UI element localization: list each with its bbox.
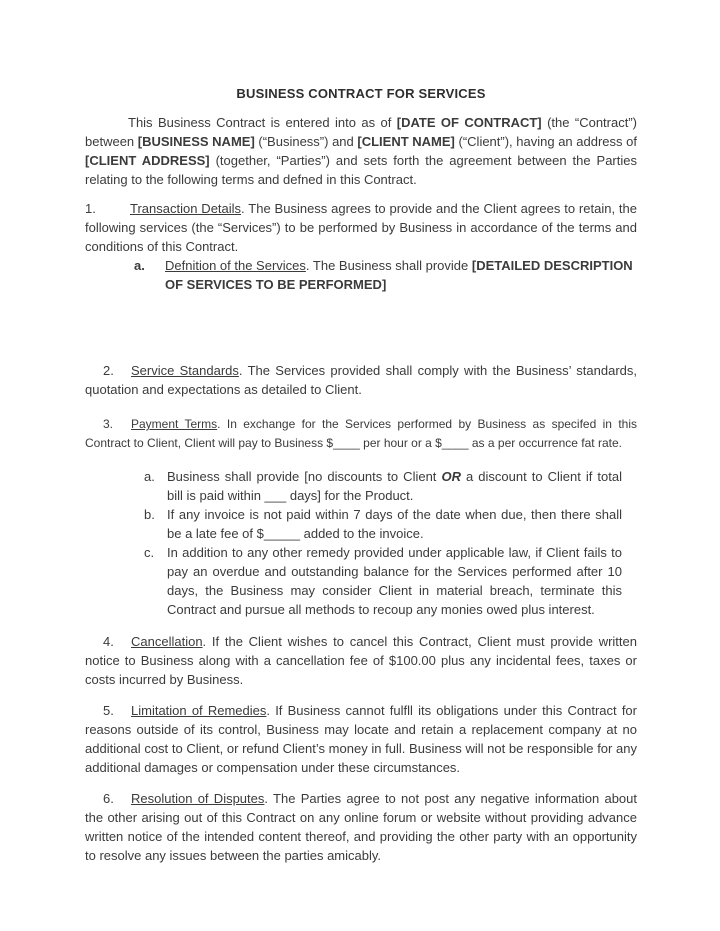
- section-3-item-a-text: Business shall provide [no discounts to Client OR a discount to Client if total bill is paid within ___ days] for the Product.: [167, 469, 622, 503]
- section-5-text: Limitation of Remedies. If Business cannot fulfll its obligations under this Contract for reasons outside of its control, Business may locate and retain a replacement company at no additional cost to Client, or refund Client’s money in full. Business will not be responsible for any additional damages or compensation under these circumstances.: [85, 703, 637, 775]
- section-6-number: 6.: [103, 791, 114, 806]
- section-3-item-a: [144, 467, 622, 505]
- section-4-cancellation: [85, 632, 637, 689]
- section-5-limitation-of-remedies: [85, 701, 637, 777]
- section-3-text: Payment Terms. In exchange for the Services performed by Business as specifed in this Contract to Client, Client will pay to Business $____ per hour or a $____ as a per occurrence fat rate.: [85, 417, 638, 450]
- section-3-item-c: [144, 543, 622, 619]
- section-1-text: Transaction Details. The Business agrees to provide and the Client agrees to retain, the following services (the “Services”) to be performed by Business in accordance of the terms and conditions of this Contract.: [85, 201, 637, 254]
- section-3-item-a-marker: a.: [144, 469, 155, 484]
- section-1-item-a-marker: a.: [134, 258, 145, 273]
- section-1-item-a-text: Defnition of the Services. The Business shall provide [DETAILED DESCRIPTION OF SERVICES TO BE PERFORMED]: [165, 258, 633, 292]
- section-4-number: 4.: [103, 634, 114, 649]
- section-6-text: Resolution of Disputes. The Parties agree to not post any negative information about the other arising out of this Contract on any online forum or website without providing advance written notice of the intended content thereof, and providing the other party with an opportunity to resolve any issues between the parties amicably.: [85, 791, 637, 863]
- section-2-text: Service Standards. The Services provided shall comply with the Business’ standards, quotation and expectations as detailed to Client.: [85, 363, 637, 397]
- section-1-number: 1.: [85, 201, 96, 216]
- section-3-item-b-text: If any invoice is not paid within 7 days of the date when due, then there shall be a late fee of $_____ added to the invoice.: [167, 507, 622, 541]
- section-3-item-c-marker: c.: [144, 545, 155, 560]
- section-3-item-c-text: In addition to any other remedy provided under applicable law, if Client fails to pay an overdue and outstanding balance for the Services performed after 10 days, the Business may consider Client in material breach, terminate this Contract and pursue all methods to recoup any monies owed plus interest.: [167, 545, 622, 617]
- section-3-payment-terms: [85, 415, 637, 453]
- section-2-number: 2.: [103, 363, 114, 378]
- section-3-item-b-marker: b.: [144, 507, 155, 522]
- section-2-service-standards: [85, 361, 637, 399]
- intro-paragraph: This Business Contract is entered into as of [DATE OF CONTRACT] (the “Contract”) between [BUSINESS NAME] (“Business”) and [CLIENT NAME] (“Client”), having an address of [CLIENT ADDRESS] (together, “Parties”) and sets forth the agreement between the Parties relating to the following terms and defned in this Contract.: [85, 115, 637, 187]
- section-3-item-b: [144, 505, 622, 543]
- section-3-number: 3.: [103, 417, 114, 431]
- section-1-item-a: [134, 256, 635, 294]
- section-6-resolution-of-disputes: [85, 789, 637, 865]
- contract-title: BUSINESS CONTRACT FOR SERVICES: [236, 86, 486, 101]
- section-5-number: 5.: [103, 703, 114, 718]
- section-1-transaction-details: [85, 199, 637, 256]
- section-3-item-list: [85, 467, 637, 619]
- section-4-text: Cancellation. If the Client wishes to cancel this Contract, Client must provide written notice to Business along with a cancellation fee of $100.00 plus any incidental fees, taxes or costs incurred by Business.: [85, 634, 637, 687]
